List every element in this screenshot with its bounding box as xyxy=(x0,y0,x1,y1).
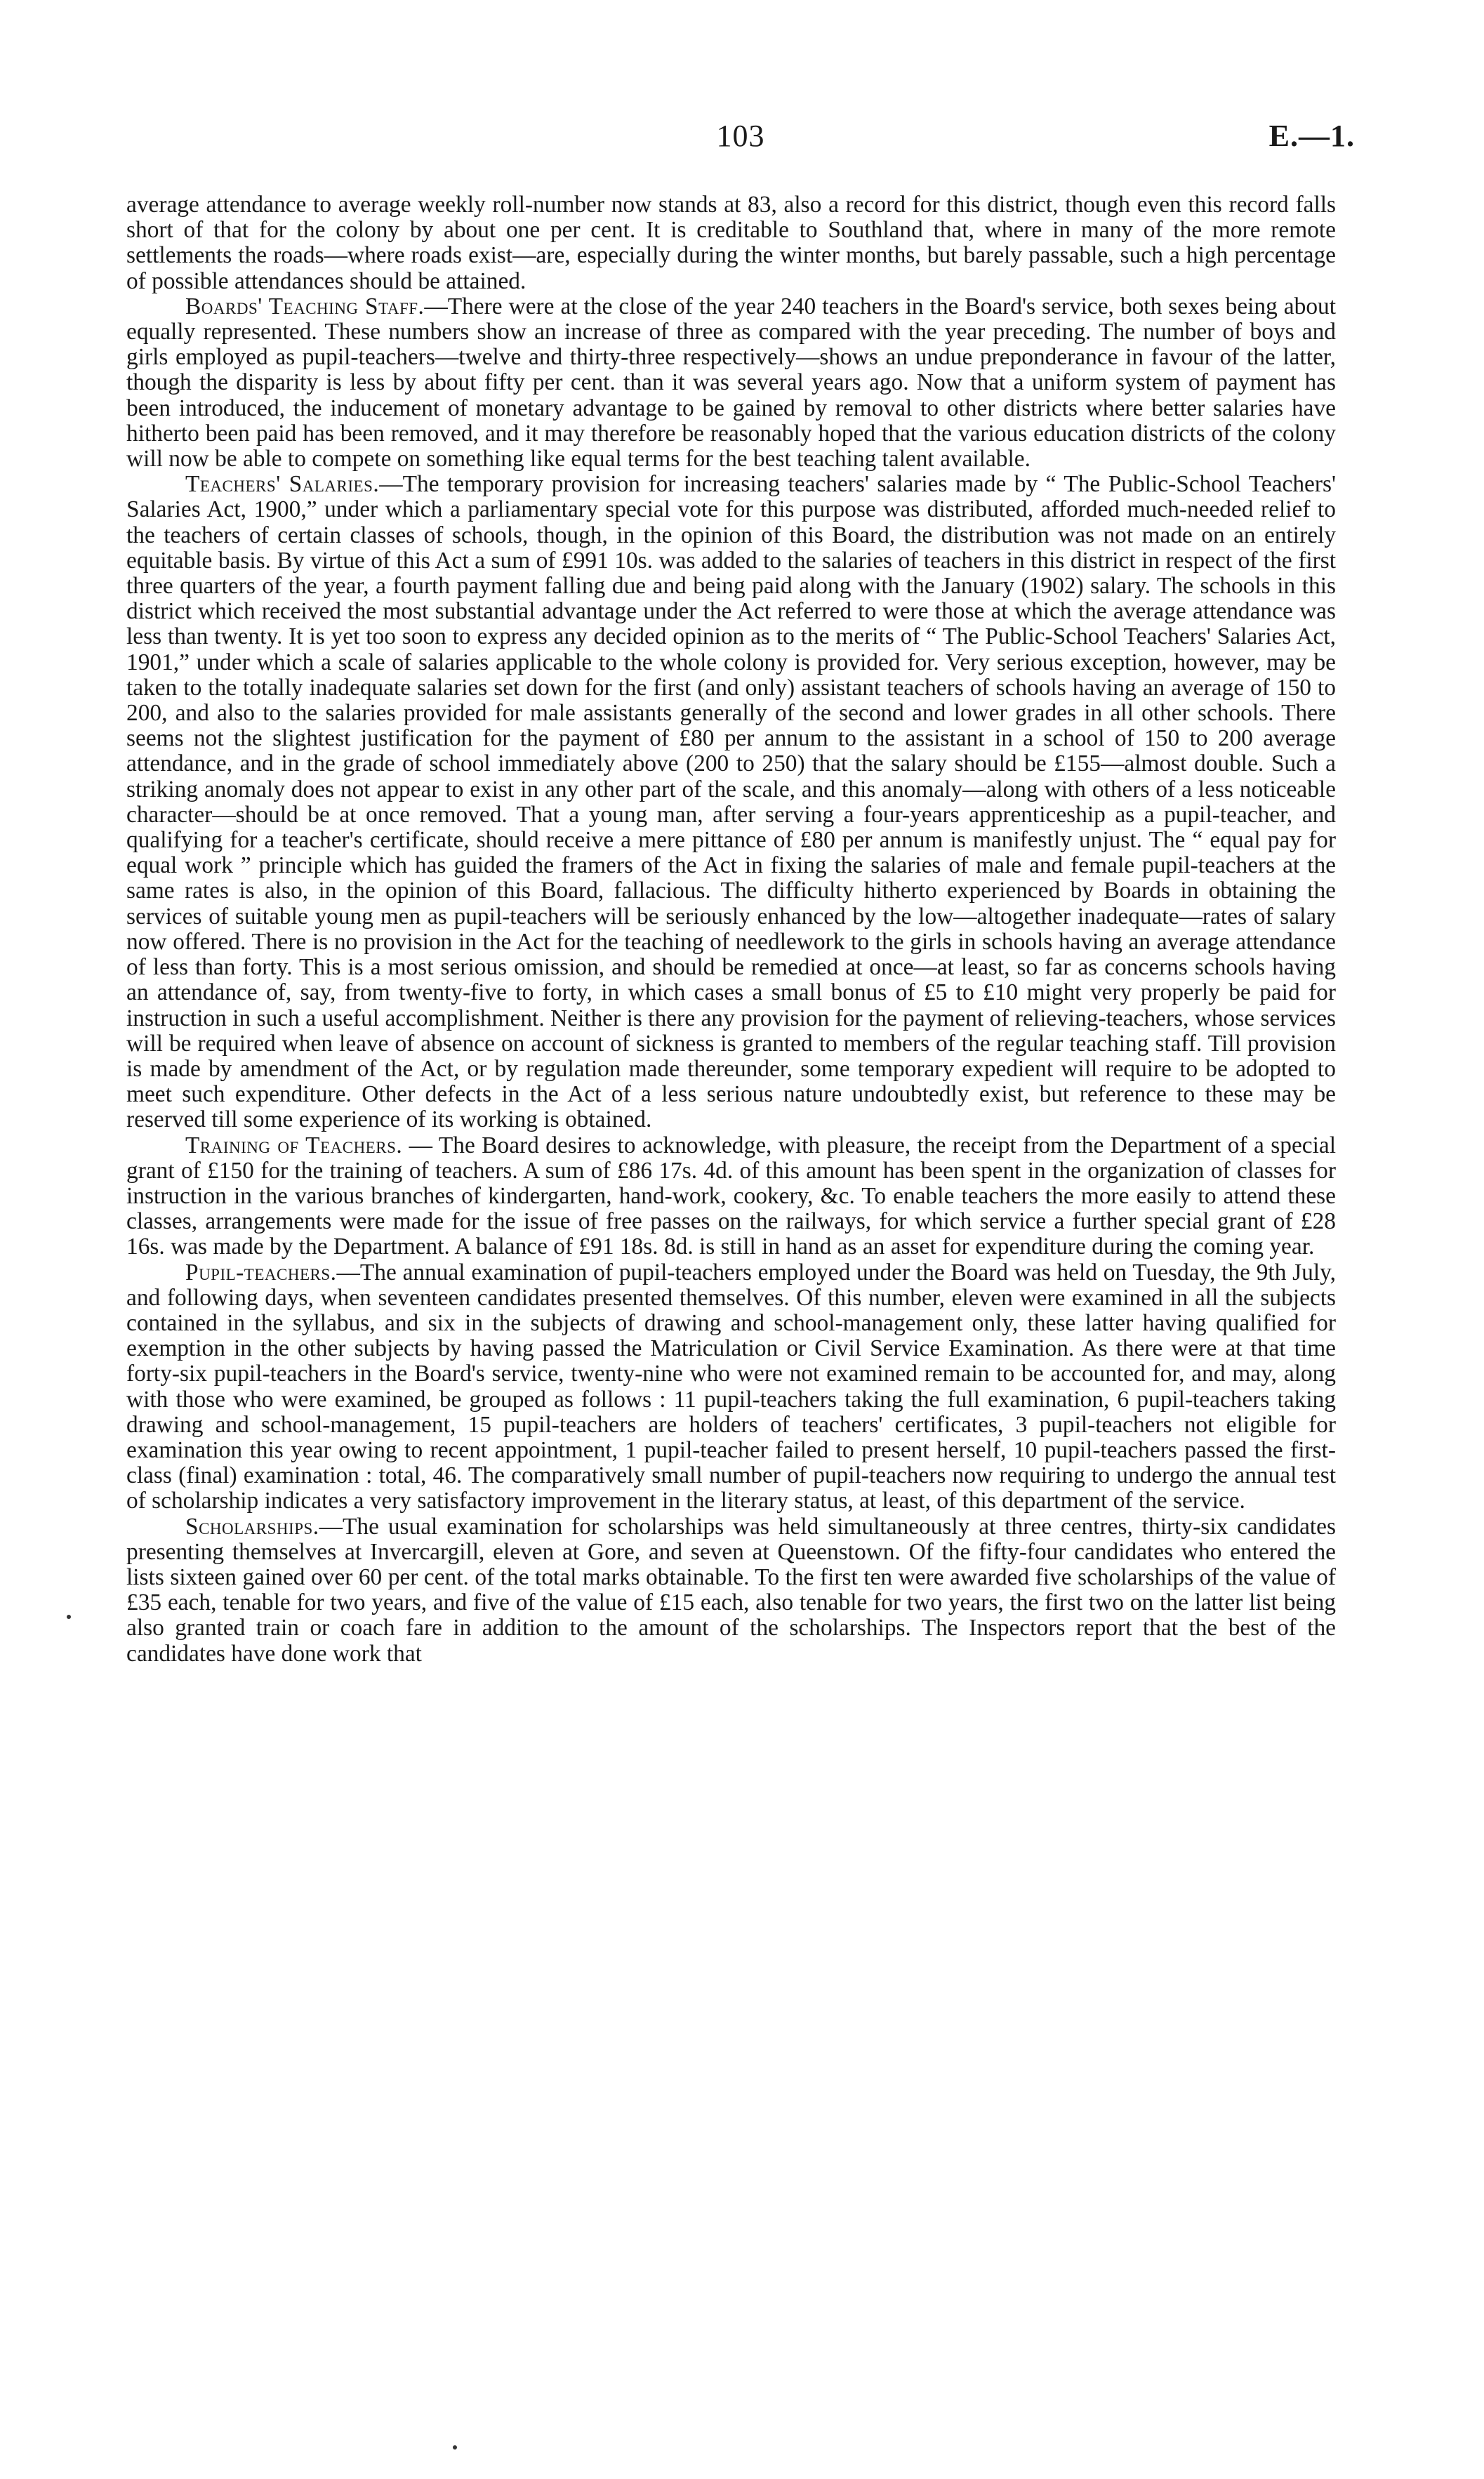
paragraph-text: —The annual examination of pupil-teachers employed under the Board was held on Tuesday, the 9th July, and following days, when seventeen candidates presented themselves. Of this number, eleven were examined in all the subjects contained in the syllabus, and six in the subjects of drawing and school-management only, these latter having qualified for exemption in the other subjects by having passed the Matriculation or Civil Service Examination. As there were at that time forty-six pupil-teachers in the Board's service, twenty-nine who were not examined remain to be accounted for, and may, along with those who were examined, be grouped as follows : 11 pupil-teachers taking the full examination, 6 pupil-teachers taking drawing and school-management, 15 pupil-teachers are holders of teachers' certificates, 3 pupil-teachers not eligible for examination this year owing to recent appointment, 1 pupil-teacher failed to present herself, 10 pupil-teachers passed the first-class (final) examination : total, 46. The comparatively small number of pupil-teachers now requiring to undergo the annual test of scholarship indicates a very satisfactory improvement in the literary status, at least, of this department of the service. xyxy=(126,1259,1336,1514)
document-reference: E.—1. xyxy=(1268,119,1355,153)
paragraph-scholarships xyxy=(126,1514,1336,1667)
running-header xyxy=(126,118,1355,160)
paragraph-salaries xyxy=(126,472,1336,1132)
paragraph-training xyxy=(126,1133,1336,1260)
paragraph-text: —The temporary provision for increasing teachers' salaries made by “ The Public-School Teachers' Salaries Act, 1900,” under which a parliamentary special vote for this purpose was distributed, afforded much-needed relief to the teachers of certain classes of schools, though, in the opinion of this Board, the distribution was not made on an entirely equitable basis. By virtue of this Act a sum of £991 10s. was added to the salaries of teachers in this district in respect of the first three quarters of the year, a fourth payment falling due and being paid along with the January (1902) salary. The schools in this district which received the most substantial advantage under the Act referred to were those at which the average attendance was less than twenty. It is yet too soon to express any decided opinion as to the merits of “ The Public-School Teachers' Salaries Act, 1901,” under which a scale of salaries applicable to the whole colony is provided for. Very serious exception, however, may be taken to the totally inadequate salaries set down for the first (and only) assistant teachers of schools having an average of 150 to 200, and also to the salaries provided for male assistants generally of the second and lower grades in all other schools. There seems not the slightest justification for the payment of £80 per annum to the assistant in a school of 150 to 200 average attendance, and in the grade of school immediately above (200 to 250) that the salary should be £155—almost double. Such a striking anomaly does not appear to exist in any other part of the scale, and this anomaly—along with others of a less noticeable character—should be at once removed. That a young man, after serving a four-years apprenticeship as a pupil-teacher, and qualifying for a teacher's certificate, should receive a mere pittance of £80 per annum is manifestly unjust. The “ equal pay for equal work ” principle which has guided the framers of the Act in fixing the salaries of male and female pupil-teachers at the same rates is also, in the opinion of this Board, fallacious. The difficulty hitherto experienced by Boards in obtaining the services of suitable young men as pupil-teachers will be seriously enhanced by the low—altogether inadequate—rates of salary now offered. There is no provision in the Act for the teaching of needlework to the girls in schools having an average attendance of less than forty. This is a most serious omission, and should be remedied at once—at least, so far as concerns schools having an attendance of, say, from twenty-five to forty, in which cases a small bonus of £5 to £10 might very properly be paid for instruction in such a useful accomplishment. Neither is there any provision for the payment of relieving-teachers, whose services will be required when leave of absence on account of sickness is granted to members of the regular teaching staff. Till provision is made by amendment of the Act, or by regulation made thereunder, some temporary expedient will require to be adopted to meet such expenditure. Other defects in the Act of a less serious nature undoubtedly exist, but reference to these may be reserved till some experience of its working is obtained. xyxy=(126,471,1336,1133)
paragraph-pupil-teachers xyxy=(126,1260,1336,1514)
paragraph-text: — The Board desires to acknowledge, with pleasure, the receipt from the Department of a special grant of £150 for the training of teachers. A sum of £86 17s. 4d. of this amount has been spent in the organization of classes for instruction in the various branches of kindergarten, hand-work, cookery, &c. To enable teachers the more easily to attend these classes, arrangements were made for the issue of free passes on the railways, for which service a further special grant of £28 16s. was made by the Department. A balance of £91 18s. 8d. is still in hand as an asset for expenditure during the coming year. xyxy=(126,1132,1336,1260)
paragraph-teaching-staff xyxy=(126,294,1336,472)
section-heading-scholarships: Scholarships. xyxy=(185,1513,319,1540)
section-heading-training: Training of Teachers. xyxy=(185,1132,403,1158)
paragraph-continued: average attendance to average weekly roll-number now stands at 83, also a record for this district, though even this record falls short of that for the colony by about one per cent. It is creditable to Southland that, where in many of the more remote settlements the roads—where roads exist—are, especially during the winter months, but barely passable, such a high percentage of possible attendances should be attained. xyxy=(126,192,1336,294)
paragraph-text: —The usual examination for scholarships was held simultaneously at three centres, thirty-six candidates presenting themselves at Invercargill, eleven at Gore, and seven at Queenstown. Of the fifty-four candidates who entered the lists sixteen gained over 60 per cent. of the total marks obtainable. To the first ten were awarded five scholarships of the value of £35 each, tenable for two years, and five of the value of £15 each, also tenable for two years, the first two on the latter list being also granted train or coach fare in addition to the amount of the scholarships. The Inspectors report that the best of the candidates have done work that xyxy=(126,1513,1336,1667)
section-heading-salaries: Teachers' Salaries. xyxy=(185,471,380,498)
section-heading-teaching-staff: Boards' Teaching Staff. xyxy=(185,293,425,319)
margin-mark xyxy=(67,1615,71,1619)
paragraph-text: —There were at the close of the year 240 teachers in the Board's service, both sexes being about equally represented. These numbers show an increase of three as compared with the year preceding. The number of boys and girls employed as pupil-teachers—twelve and thirty-three respectively—shows an undue preponderance in favour of the latter, though the disparity is less by about fifty per cent. than it was several years ago. Now that a uniform system of payment has been introduced, the inducement of monetary advantage to be gained by removal to other districts where better salaries have hitherto been paid has been removed, and it may therefore be reasonably hoped that the various education districts of the colony will now be able to compete on something like equal terms for the best teaching talent available. xyxy=(126,293,1336,472)
body-text xyxy=(126,192,1336,1667)
section-heading-pupil-teachers: Pupil-teachers. xyxy=(185,1259,337,1285)
page-number: 103 xyxy=(716,119,765,153)
footer-mark xyxy=(453,2445,457,2450)
